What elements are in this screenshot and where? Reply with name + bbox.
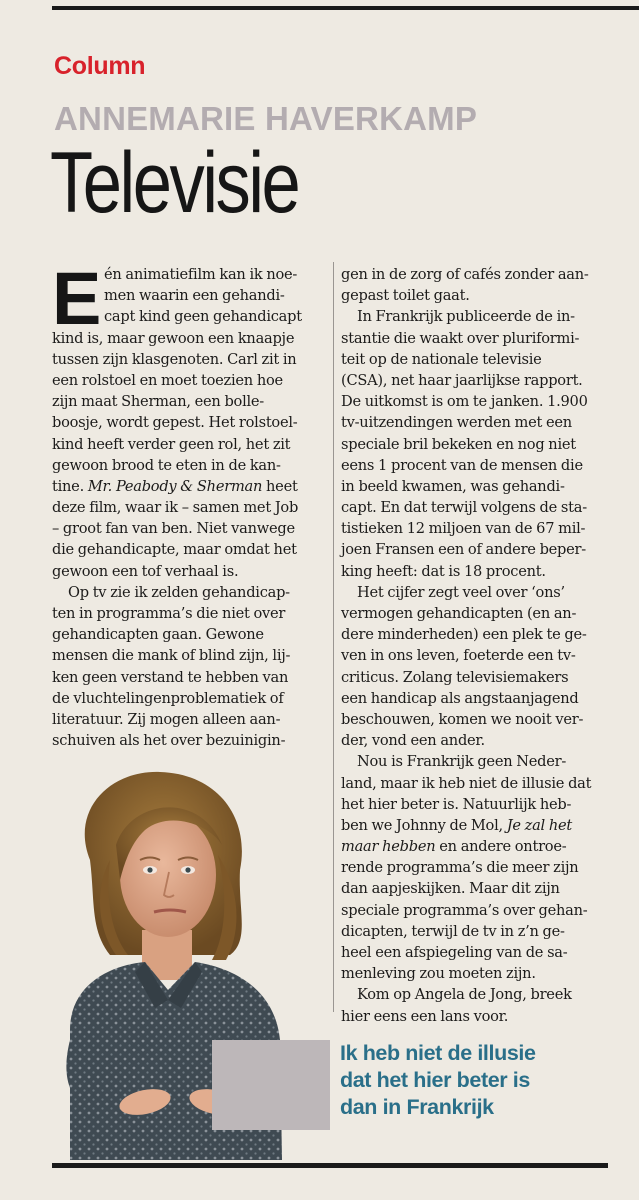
text-line: [341, 582, 609, 603]
text-line: [341, 709, 609, 730]
pull-quote-line-3: dan in Frankrijk: [340, 1095, 494, 1119]
text-line: [52, 667, 328, 688]
author-name: ANNEMARIE HAVERKAMP: [54, 100, 478, 137]
text-line-plain: men waarin een gehandi-: [104, 287, 285, 305]
text-line-plain: speciale bril bekeken en nog niet: [341, 435, 576, 453]
text-line: [52, 709, 328, 730]
text-line-plain: Het cijfer zegt veel over ‘ons’: [357, 583, 565, 601]
section-label: Column: [54, 52, 146, 80]
column-divider: [333, 262, 334, 1012]
text-line-plain: gewoon brood te eten in de kan-: [52, 456, 281, 474]
text-line: [341, 921, 609, 942]
text-line: [52, 497, 328, 518]
text-line: [341, 751, 609, 772]
drop-cap: E: [52, 257, 102, 340]
text-line: [341, 285, 609, 306]
text-line: [341, 391, 609, 412]
text-line: [341, 900, 609, 921]
text-line-plain: der, vond een ander.: [341, 732, 485, 750]
pull-quote: [340, 1040, 610, 1121]
text-line-plain: kind is, maar gewoon een knaapje: [52, 329, 295, 347]
text-line-plain: tine.: [52, 477, 88, 495]
text-line-plain: een rolstoel en moet toezien hoe: [52, 371, 283, 389]
text-line: [52, 412, 328, 433]
text-line: [341, 1006, 609, 1027]
text-line-plain: land, maar ik heb niet de illusie dat: [341, 774, 592, 792]
bottom-rule: [52, 1163, 608, 1168]
text-line-plain: eens 1 procent van de mensen die: [341, 456, 583, 474]
top-rule: [52, 6, 600, 10]
text-line-plain: in beeld kwamen, was gehandi-: [341, 477, 565, 495]
text-line: [52, 539, 328, 560]
pull-quote-line-1: Ik heb niet de illusie: [340, 1041, 536, 1065]
text-line-after: heet: [262, 477, 298, 495]
text-line-plain: (CSA), net haar jaarlijkse rapport.: [341, 371, 583, 389]
text-line: [52, 476, 328, 497]
text-line-plain: tv-uitzendingen werden met een: [341, 414, 572, 432]
text-line: [341, 836, 609, 857]
text-line-plain: Nou is Frankrijk geen Neder-: [357, 753, 567, 771]
text-line-plain: die gehandicapte, maar omdat het: [52, 541, 297, 559]
text-line: [52, 561, 328, 582]
pull-quote-line-2: dat het hier beter is: [340, 1068, 530, 1092]
text-line-plain: dere minderheden) een plek te ge-: [341, 626, 587, 644]
text-line-plain: teit op de nationale televisie: [341, 350, 542, 368]
text-line-plain: De uitkomst is om te janken. 1.900: [341, 393, 588, 411]
text-line-plain: Op tv zie ik zelden gehandicap-: [68, 583, 290, 601]
text-line-after: en andere ontroe-: [435, 838, 567, 856]
text-line: [52, 391, 328, 412]
text-line-plain: ben we Johnny de Mol,: [341, 816, 507, 834]
text-line-plain: ten in programma’s die niet over: [52, 605, 286, 622]
text-line-plain: mensen die mank of blind zijn, lij-: [52, 647, 291, 665]
text-line: [52, 730, 328, 751]
text-line-plain: stantie die waakt over pluriformi-: [341, 329, 580, 347]
text-line-plain: rende programma’s die meer zijn: [341, 859, 579, 877]
text-line-plain: zijn maat Sherman, een bolle-: [52, 393, 264, 411]
text-line: [341, 688, 609, 709]
text-line-plain: dicapten, terwijl de tv in z’n ge-: [341, 922, 565, 940]
text-line: [341, 539, 609, 560]
text-line-plain: king heeft: dat is 18 procent.: [341, 562, 546, 580]
text-line: [341, 349, 609, 370]
text-line: [341, 476, 609, 497]
text-line-plain: Kom op Angela de Jong, breek: [357, 986, 572, 1004]
text-line: [341, 730, 609, 751]
text-line: [52, 434, 328, 455]
text-line: [52, 264, 328, 285]
text-line-plain: heel een afspiegeling van de sa-: [341, 944, 568, 961]
text-line-plain: In Frankrijk publiceerde de in-: [357, 308, 575, 326]
text-line: [52, 603, 328, 624]
article-column-right: [341, 264, 609, 1027]
text-line-plain: tussen zijn klasgenoten. Carl zit in: [52, 350, 297, 368]
text-line: [341, 412, 609, 433]
text-line-plain: kind heeft verder geen rol, het zit: [52, 435, 291, 453]
text-line: [341, 518, 609, 539]
text-line-plain: joen Fransen een of andere beper-: [341, 541, 586, 559]
text-line-plain: een handicap als angstaanjagend: [341, 689, 579, 707]
headline: Televisie: [50, 135, 299, 231]
text-line: [52, 306, 328, 327]
text-line: [341, 773, 609, 794]
text-line: [341, 264, 609, 285]
text-line-plain: de vluchtelingenproblematiek of: [52, 689, 284, 707]
text-line: [341, 878, 609, 899]
left-column-text: [52, 257, 328, 751]
text-line: [341, 561, 609, 582]
quote-mark-block: [212, 1040, 330, 1130]
text-line-plain: beschouwen, komen we nooit ver-: [341, 710, 584, 728]
text-line-plain: schuiven als het over bezuinigin-: [52, 732, 286, 750]
text-line: [341, 434, 609, 455]
text-line-plain: boosje, wordt gepest. Het rolstoel-: [52, 414, 298, 432]
text-line: [341, 306, 609, 327]
text-line: [341, 815, 609, 836]
text-line-italic: maar hebben: [341, 838, 436, 856]
text-line: [341, 497, 609, 518]
text-line-plain: gehandicapten gaan. Gewone: [52, 626, 264, 644]
text-line: [52, 624, 328, 645]
text-line: [52, 349, 328, 370]
text-line: [341, 963, 609, 984]
text-line: [52, 370, 328, 391]
text-line-plain: ken geen verstand te hebben van: [52, 668, 289, 686]
text-line-italic: Mr. Peabody & Sherman: [87, 477, 263, 495]
text-line: [341, 857, 609, 878]
text-line-plain: capt kind geen gehandicapt: [104, 308, 302, 326]
text-line-plain: literatuur. Zij mogen alleen aan-: [52, 710, 281, 728]
text-line: [341, 370, 609, 391]
text-line-plain: gewoon een tof verhaal is.: [52, 562, 239, 580]
text-line-plain: gen in de zorg of cafés zonder aan-: [341, 266, 589, 283]
text-line: [52, 285, 328, 306]
text-line: [341, 624, 609, 645]
text-line: [341, 794, 609, 815]
text-line-plain: speciale programma’s over gehan-: [341, 901, 588, 919]
text-line-plain: vermogen gehandicapten (en an-: [341, 605, 577, 622]
text-line: [52, 645, 328, 666]
text-line: [52, 518, 328, 539]
text-line: [52, 455, 328, 476]
text-line-plain: criticus. Zolang televisiemakers: [341, 668, 569, 686]
text-line: [341, 942, 609, 963]
text-line-plain: menleving zou moeten zijn.: [341, 965, 536, 983]
text-line: [341, 603, 609, 624]
text-line: [341, 984, 609, 1005]
text-line: [341, 645, 609, 666]
text-line: [52, 688, 328, 709]
text-line-italic: Je zal het: [506, 816, 573, 834]
text-line-plain: ven in ons leven, foeterde een tv-: [341, 647, 576, 665]
text-line-plain: capt. En dat terwijl volgens de sta-: [341, 499, 587, 517]
text-line: [341, 667, 609, 688]
text-line: [341, 328, 609, 349]
text-line-plain: het hier beter is. Natuurlijk heb-: [341, 795, 572, 813]
text-line-plain: gepast toilet gaat.: [341, 287, 470, 305]
article-column-left: [52, 257, 328, 751]
top-rule-edge: [600, 6, 639, 10]
text-line-plain: – groot fan van ben. Niet vanwege: [52, 520, 295, 538]
text-line-plain: én animatiefilm kan ik noe-: [104, 266, 298, 283]
text-line-plain: tistieken 12 miljoen van de 67 mil-: [341, 520, 586, 538]
text-line-plain: hier eens een lans voor.: [341, 1007, 509, 1025]
text-line: [52, 582, 328, 603]
text-line-plain: deze film, waar ik – samen met Job: [52, 499, 299, 517]
text-line: [341, 455, 609, 476]
text-line-plain: dan aapjeskijken. Maar dit zijn: [341, 880, 560, 898]
text-line: [52, 328, 328, 349]
right-column-text: [341, 264, 609, 1027]
